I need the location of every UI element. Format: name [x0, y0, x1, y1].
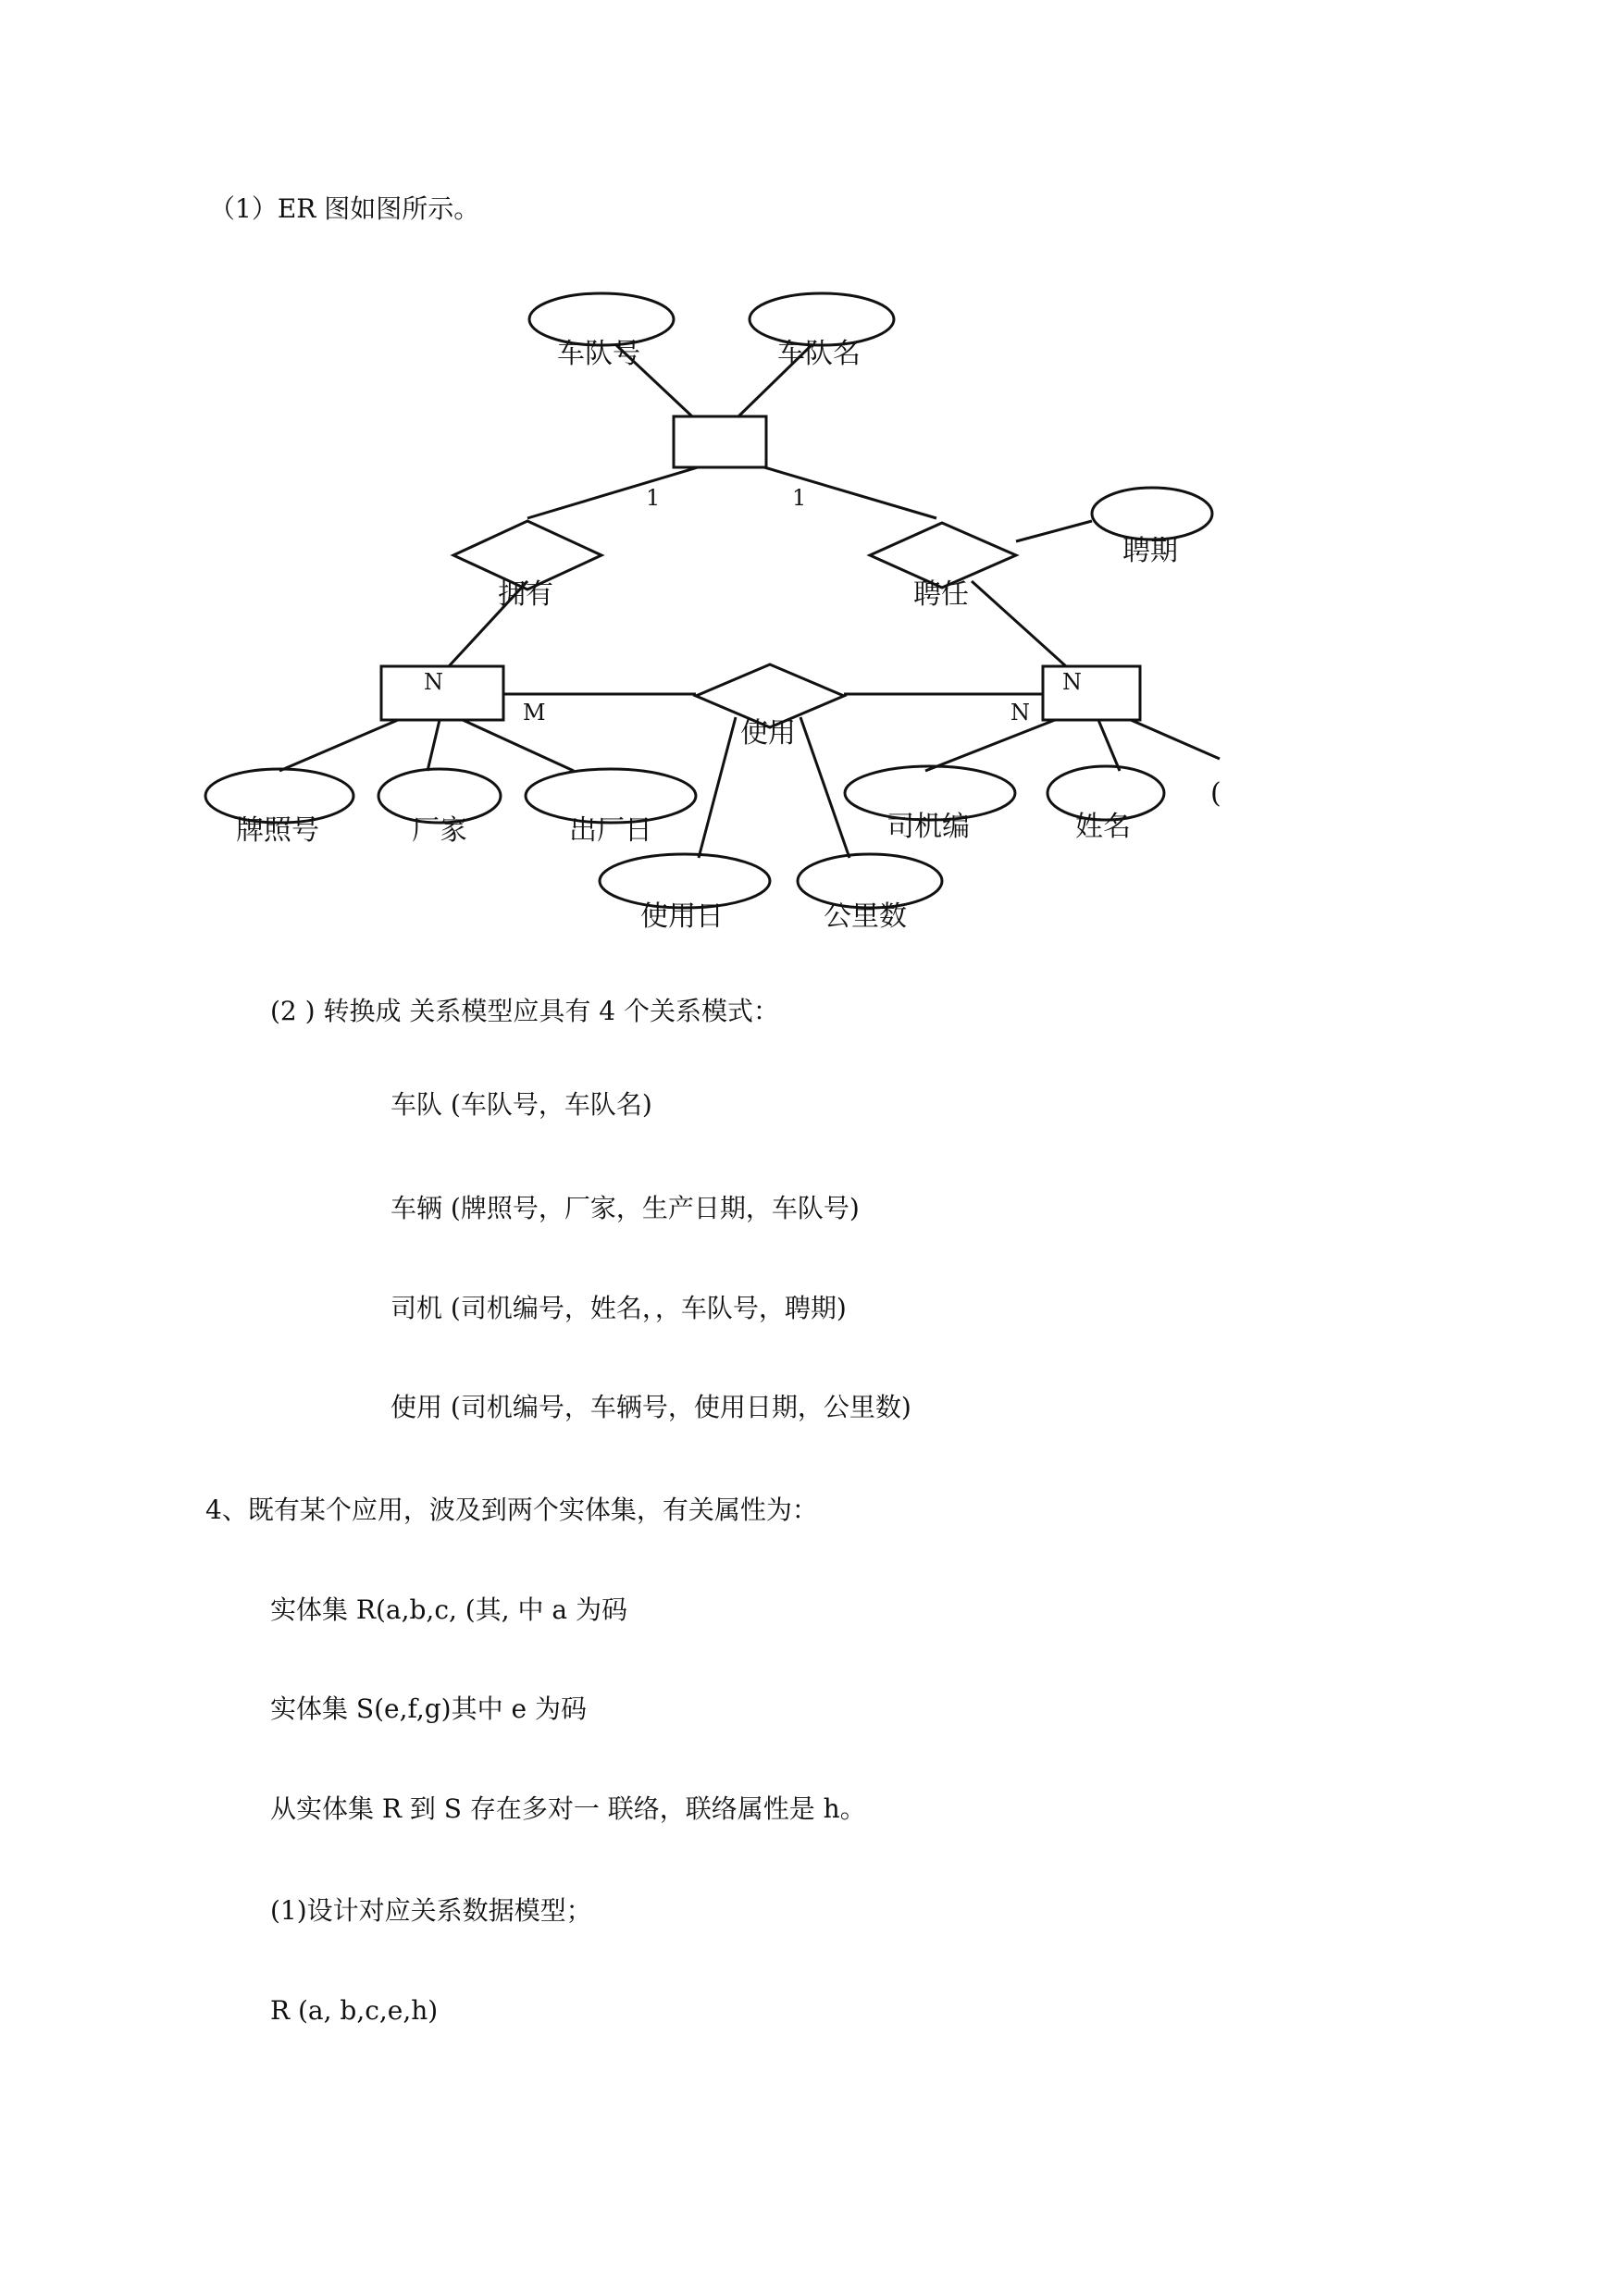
label-team-no: 车队号 — [557, 338, 640, 370]
edge-hire-driver — [972, 581, 1066, 666]
label-hire: 聘任 — [913, 578, 969, 611]
card-vehicle-use: M — [523, 700, 546, 726]
entity-team — [674, 416, 766, 467]
label-use-date: 使用日 — [640, 900, 724, 933]
label-own: 拥有 — [498, 578, 553, 611]
card-own-team: 1 — [646, 485, 661, 511]
schema-vehicle: 车辆 (牌照号，厂家，生产日期，车队号) — [391, 1193, 860, 1223]
q4-entity-r: 实体集 R(a,b,c, (其, 中 a 为码 — [270, 1594, 628, 1625]
er-heading: （1）ER 图如图所示。 — [209, 193, 480, 224]
card-driver-hire: N — [1062, 669, 1082, 695]
edge-vehicle-date — [463, 720, 574, 771]
q4-entity-s: 实体集 S(e,f,g)其中 e 为码 — [270, 1693, 587, 1724]
q4-answer: R (a, b,c,e,h) — [270, 1995, 439, 2026]
er-diagram — [0, 0, 1624, 953]
card-driver-use: N — [1010, 700, 1030, 726]
edge-team-hire — [764, 467, 936, 518]
edge-hire-period — [1016, 521, 1092, 541]
card-vehicle-own: N — [424, 669, 443, 695]
label-partial: ( — [1210, 777, 1221, 810]
label-km: 公里数 — [824, 900, 907, 933]
edge-driver-name — [1098, 720, 1120, 771]
label-prod-date: 出厂日 — [569, 814, 652, 847]
card-hire-team: 1 — [792, 485, 807, 511]
label-driver-name: 姓名 — [1075, 811, 1131, 843]
part2-intro: (2 ) 转换成 关系模型应具有 4 个关系模式： — [270, 996, 779, 1026]
edge-vehicle-maker — [428, 720, 440, 771]
edge-vehicle-plate — [279, 720, 398, 771]
label-maker: 厂家 — [412, 814, 467, 847]
q4-relation: 从实体集 R 到 S 存在多对一 联络，联络属性是 h。 — [270, 1793, 866, 1824]
q4-design: (1)设计对应关系数据模型； — [270, 1895, 592, 1926]
schema-team: 车队 (车队号，车队名) — [391, 1089, 652, 1120]
label-team-name: 车队名 — [777, 338, 861, 370]
edge-driver-no — [925, 720, 1055, 771]
edge-driver-extra — [1131, 720, 1220, 759]
q4-title: 4、既有某个应用，波及到两个实体集，有关属性为： — [205, 1495, 818, 1525]
edge-team-own — [527, 467, 698, 518]
label-plate-no: 牌照号 — [236, 814, 319, 847]
label-driver-no: 司机编 — [886, 811, 970, 843]
edge-use-km — [800, 717, 849, 858]
label-use: 使用 — [740, 717, 796, 750]
entity-driver — [1043, 666, 1140, 720]
label-hire-period: 聘期 — [1122, 535, 1178, 567]
schema-driver: 司机 (司机编号，姓名，，车队号，聘期) — [391, 1293, 847, 1323]
schema-use: 使用 (司机编号，车辆号，使用日期，公里数) — [391, 1392, 911, 1422]
edge-use-date — [699, 717, 736, 858]
attr-hire-period — [1092, 488, 1212, 540]
